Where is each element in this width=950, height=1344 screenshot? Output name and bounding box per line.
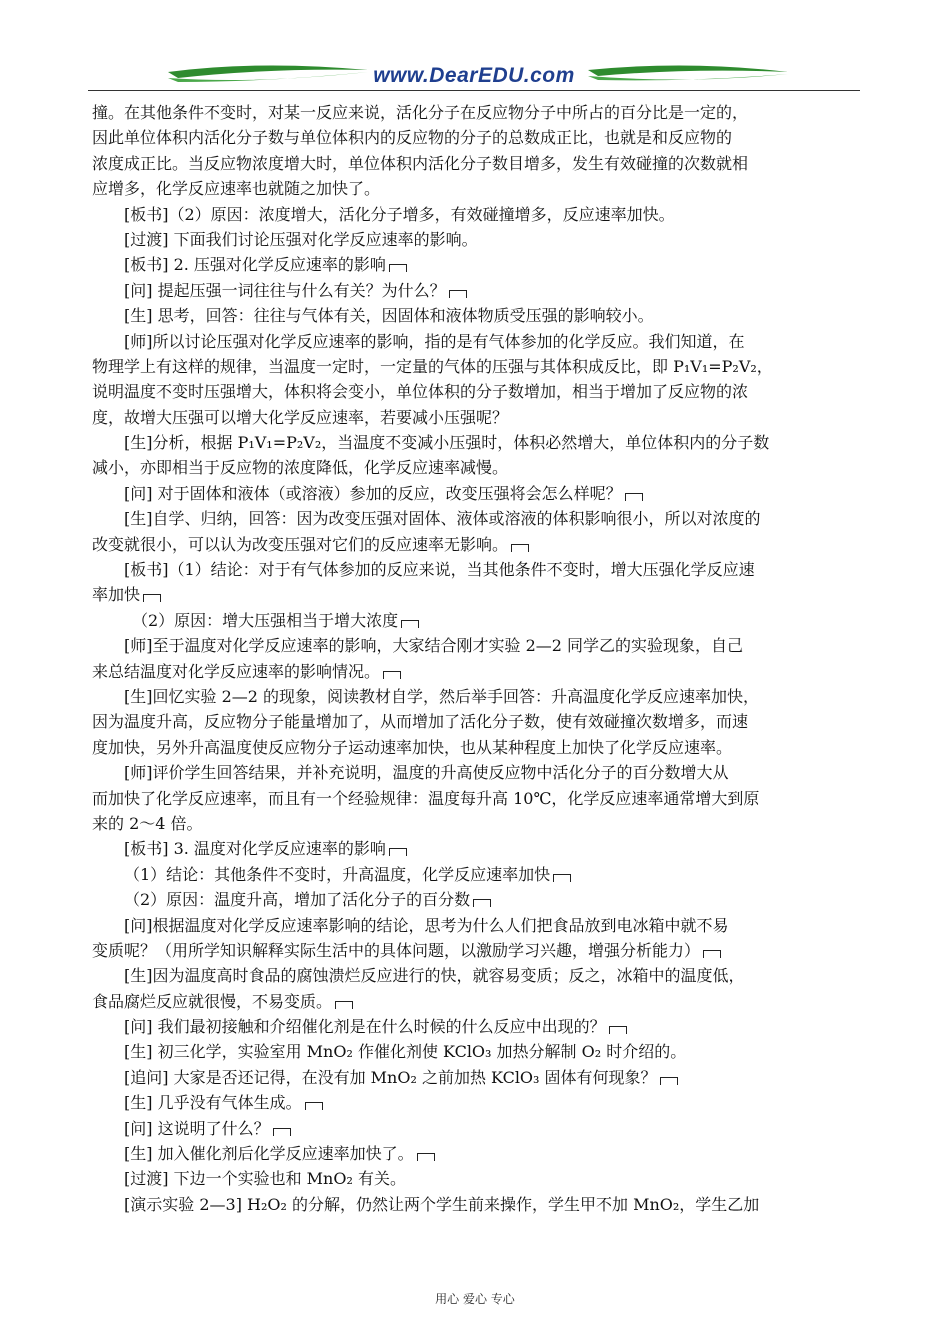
text-line: 撞。在其他条件不变时，对某一反应来说，活化分子在反应物分子中所占的百分比是一定的， xyxy=(92,103,749,122)
page-footer: 用心 爱心 专心 xyxy=(435,1292,515,1306)
text-line xyxy=(92,582,864,607)
text-line: 度加快，另外升高温度使反应物分子运动速率加快，也从某种程度上加快了化学反应速率。 xyxy=(92,737,733,757)
text-line-content: [师]所以讨论压强对化学反应速率的影响，指的是有气体参加的化学反应。我们知道，在 xyxy=(124,331,745,351)
text-line-content: [师]评价学生回答结果，并补充说明，温度的升高使反应物中活化分子的百分数增大从 xyxy=(124,763,729,783)
site-logo: www.DearEDU.com xyxy=(373,64,575,87)
return-mark-icon xyxy=(335,1001,353,1009)
text-line-content: [板书] 3. 温度对化学反应速率的影响 xyxy=(124,839,386,859)
return-mark-icon xyxy=(553,874,571,882)
text-line: 减小，亦即相当于反应物的浓度降低，化学反应速率减慢。 xyxy=(92,458,509,478)
text-line: 来的 2～4 倍。 xyxy=(92,813,203,833)
text-line-content: [演示实验 2—3] H₂O₂ 的分解，仍然让两个学生前来操作，学生甲不加 MnO₂，学生乙加 xyxy=(124,1194,760,1214)
text-line xyxy=(92,506,864,531)
text-line-content: 食品腐烂反应就很慢，不易变质。 xyxy=(92,991,333,1011)
text-line xyxy=(92,938,864,963)
text-line xyxy=(92,532,864,557)
text-line-content: [板书]（2）原因：浓度增大，活化分子增多，有效碰撞增多，反应速率加快。 xyxy=(124,204,675,224)
text-line-content: [板书]（1）结论：对于有气体参加的反应来说，当其他条件不变时，增大压强化学反应速 xyxy=(124,560,755,580)
text-line xyxy=(92,887,864,912)
text-line xyxy=(92,913,864,938)
return-mark-icon xyxy=(511,544,529,552)
return-mark-icon xyxy=(473,899,491,907)
return-mark-icon xyxy=(703,950,721,958)
text-line-content: （1）结论：其他条件不变时，升高温度，化学反应速率加快 xyxy=(124,864,551,884)
return-mark-icon xyxy=(389,264,407,272)
text-line xyxy=(92,989,864,1014)
text-line-content: [问]根据温度对化学反应速率影响的结论，思考为什么人们把食品放到电冰箱中就不易 xyxy=(124,915,729,935)
text-line xyxy=(92,760,864,785)
text-line-content: [生]分析，根据 P₁V₁=P₂V₂，当温度不变减小压强时，体积必然增大，单位体积内的分子数 xyxy=(124,433,770,453)
text-line: 应增多，化学反应速率也就随之加快了。 xyxy=(92,179,381,199)
return-mark-icon xyxy=(383,671,401,679)
text-line: 因为温度升高，反应物分子能量增加了，从而增加了活化分子数，使有效碰撞次数增多，而速 xyxy=(92,712,749,732)
text-line xyxy=(92,557,864,582)
text-line-content: [追问] 大家是否还记得，在没有加 MnO₂ 之前加热 KClO₃ 固体有何现象？ xyxy=(124,1067,657,1087)
text-line xyxy=(92,430,864,455)
return-mark-icon xyxy=(273,1128,291,1136)
text-line-content: [生] 几乎没有气体生成。 xyxy=(124,1093,302,1113)
text-line-content: 来总结温度对化学反应速率的影响情况。 xyxy=(92,661,381,681)
header-divider xyxy=(88,90,860,91)
text-line xyxy=(92,303,864,328)
text-line xyxy=(92,836,864,861)
document-body xyxy=(92,100,864,1217)
text-line-content: [生] 初三化学，实验室用 MnO₂ 作催化剂使 KClO₃ 加热分解制 O₂ 时介绍的。 xyxy=(124,1042,687,1062)
text-line xyxy=(92,202,864,227)
text-line-content: （2）原因：温度升高，增加了活化分子的百分数 xyxy=(124,890,471,910)
text-line-content: [板书] 2. 压强对化学反应速率的影响 xyxy=(124,255,386,275)
text-line-content: [问] 我们最初接触和介绍催化剂是在什么时候的什么反应中出现的？ xyxy=(124,1017,606,1037)
text-line-content: 改变就很小，可以认为改变压强对它们的反应速率无影响。 xyxy=(92,534,509,554)
text-line xyxy=(92,862,864,887)
return-mark-icon xyxy=(660,1077,678,1085)
return-mark-icon xyxy=(609,1026,627,1034)
text-line: 浓度成正比。当反应物浓度增大时，单位体积内活化分子数目增多，发生有效碰撞的次数就相 xyxy=(92,153,749,173)
text-line-content: [过渡] 下面我们讨论压强对化学反应速率的影响。 xyxy=(124,229,478,249)
text-line xyxy=(92,633,864,658)
text-line xyxy=(92,329,864,354)
text-line xyxy=(92,1039,864,1064)
text-line xyxy=(92,1090,864,1115)
text-line xyxy=(92,252,864,277)
text-line-content: [生]因为温度高时食品的腐蚀溃烂反应进行的快，就容易变质；反之，冰箱中的温度低， xyxy=(124,966,745,986)
text-line-content: [生]自学、归纳，回答：因为改变压强对固体、液体或溶液的体积影响很小，所以对浓度的 xyxy=(124,509,761,529)
text-line xyxy=(92,481,864,506)
text-line-content: [问] 提起压强一词往往与什么有关？为什么？ xyxy=(124,280,446,300)
text-line: 物理学上有这样的规律，当温度一定时，一定量的气体的压强与其体积成反比，即 P₁V₁=P₂V₂， xyxy=(92,356,773,376)
text-line xyxy=(92,227,864,252)
return-mark-icon xyxy=(625,493,643,501)
page-header xyxy=(88,58,860,92)
text-line: 因此单位体积内活化分子数与单位体积内的反应物的分子的总数成正比，也就是和反应物的 xyxy=(92,128,733,148)
text-line: 度，故增大压强可以增大化学反应速率，若要减小压强呢？ xyxy=(92,407,509,427)
text-line-content: [过渡] 下边一个实验也和 MnO₂ 有关。 xyxy=(124,1169,406,1189)
text-line: 说明温度不变时压强增大，体积将会变小，单位体积的分子数增加，相当于增加了反应物的浓 xyxy=(92,382,749,402)
return-mark-icon xyxy=(449,290,467,298)
text-line-content: [师]至于温度对化学反应速率的影响，大家结合刚才实验 2—2 同学乙的实验现象，自己 xyxy=(124,636,744,656)
return-mark-icon xyxy=(401,620,419,628)
return-mark-icon xyxy=(417,1153,435,1161)
text-line: 而加快了化学反应速率，而且有一个经验规律：温度每升高 10℃，化学反应速率通常增大到原 xyxy=(92,788,760,808)
text-line-content: [生]回忆实验 2—2 的现象，阅读教材自学，然后举手回答：升高温度化学反应速率加快， xyxy=(124,686,760,706)
text-line xyxy=(92,278,864,303)
text-line-content: （2）原因：增大压强相当于增大浓度 xyxy=(132,610,399,630)
text-line xyxy=(92,1141,864,1166)
text-line xyxy=(92,1065,864,1090)
text-line xyxy=(92,608,864,633)
text-line xyxy=(92,963,864,988)
return-mark-icon xyxy=(389,848,407,856)
return-mark-icon xyxy=(143,594,161,602)
text-line xyxy=(92,1014,864,1039)
text-line xyxy=(92,659,864,684)
text-line-content: 变质呢？（用所学知识解释实际生活中的具体问题，以激励学习兴趣，增强分析能力） xyxy=(92,940,701,960)
text-line xyxy=(92,1192,864,1217)
text-line xyxy=(92,1116,864,1141)
text-line-content: [生] 加入催化剂后化学反应速率加快了。 xyxy=(124,1144,414,1164)
text-line xyxy=(92,684,864,709)
text-line xyxy=(92,1166,864,1191)
text-line-content: 率加快 xyxy=(92,585,141,605)
text-line-content: [问] 这说明了什么？ xyxy=(124,1118,270,1138)
return-mark-icon xyxy=(305,1102,323,1110)
text-line-content: [问] 对于固体和液体（或溶液）参加的反应，改变压强将会怎么样呢？ xyxy=(124,483,622,503)
text-line-content: [生] 思考，回答：往往与气体有关，因固体和液体物质受压强的影响较小。 xyxy=(124,306,654,326)
